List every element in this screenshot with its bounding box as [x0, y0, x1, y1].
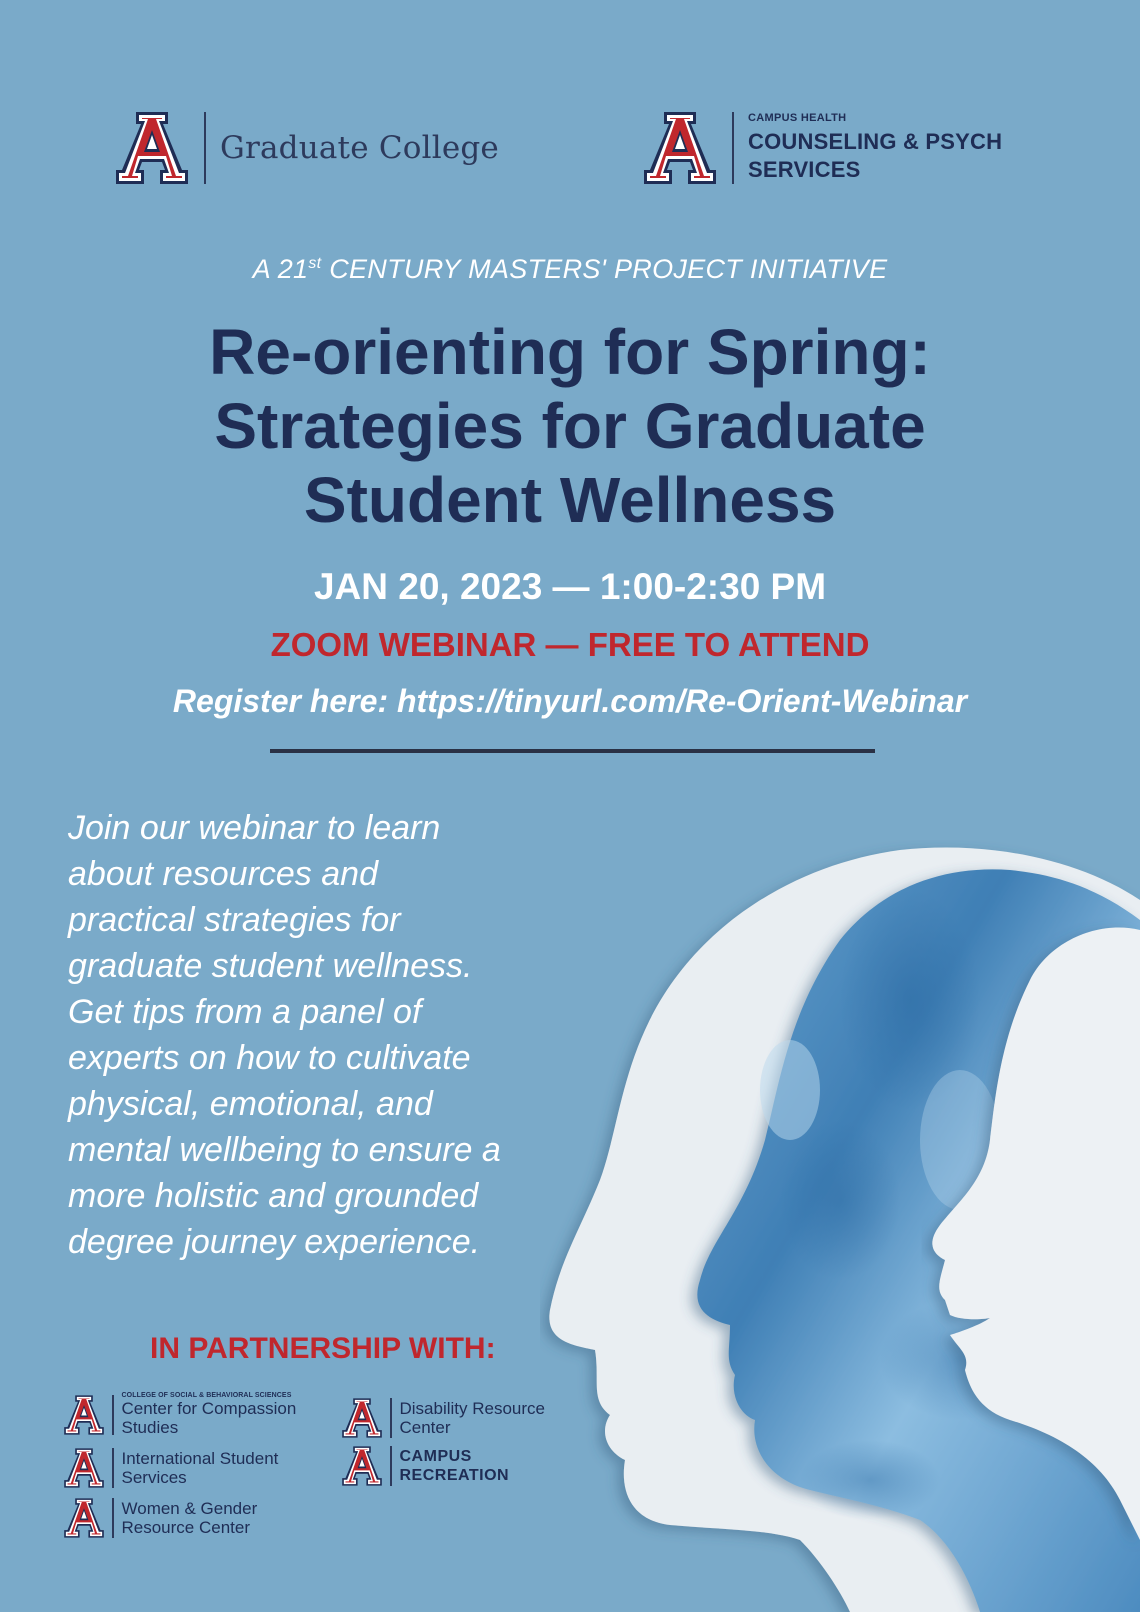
counseling-psych-services-logo [640, 112, 1002, 184]
description-line: experts on how to cultivate [68, 1039, 471, 1077]
description-line: practical strategies for [68, 901, 401, 939]
subtitle-prefix: A 21 [252, 254, 309, 284]
women-gender-resource-center-logo [62, 1498, 257, 1538]
women-text [122, 1499, 258, 1537]
title-line-3: Student Wellness [303, 464, 837, 536]
description-line: about resources and [68, 855, 378, 893]
university-a-icon [340, 1398, 384, 1438]
disability-resource-center-logo [340, 1398, 545, 1438]
disability-line-2: Center [399, 1418, 451, 1437]
logo-divider [112, 1498, 114, 1538]
compassion-text [122, 1392, 297, 1437]
subtitle-suffix: CENTURY MASTERS' PROJECT INITIATIVE [321, 254, 888, 284]
logo-divider [390, 1398, 392, 1438]
logo-divider [204, 112, 206, 184]
women-line-2: Resource Center [121, 1518, 251, 1537]
logo-divider [732, 112, 734, 184]
event-date: JAN 20, 2023 — 1:00-2:30 PM [313, 566, 827, 607]
rec-line-1: CAMPUS [399, 1448, 472, 1465]
rec-line-2: RECREATION [399, 1467, 510, 1484]
compassion-line-1: Center for Compassion [121, 1399, 297, 1418]
paper-cut-head-illustration [540, 840, 1140, 1612]
university-a-icon [62, 1448, 106, 1488]
description-line: Get tips from a panel of [68, 993, 422, 1031]
description-line: Join our webinar to learn [68, 809, 441, 847]
graduate-college-logo [112, 112, 499, 184]
subtitle-superscript: st [308, 255, 322, 272]
cps-line-1: COUNSELING & PSYCH [748, 129, 1003, 154]
description-line: physical, emotional, and [68, 1085, 433, 1123]
description-line: degree journey experience. [68, 1223, 481, 1261]
campus-health-label: CAMPUS HEALTH [748, 112, 847, 124]
disability-line-1: Disability Resource [399, 1399, 545, 1418]
divider-rule [270, 749, 875, 753]
intl-line-2: Services [121, 1468, 187, 1487]
university-a-icon [62, 1498, 106, 1538]
logo-divider [390, 1446, 392, 1486]
compassion-line-2: Studies [121, 1418, 179, 1437]
description-line: more holistic and grounded [68, 1177, 479, 1215]
logo-divider [112, 1448, 114, 1488]
register-link[interactable]: Register here: https://tinyurl.com/Re-Orient-Webinar [172, 683, 968, 719]
title-line-1: Re-orienting for Spring: [209, 316, 931, 388]
event-description [68, 805, 608, 1265]
event-title [0, 315, 1140, 537]
initiative-subtitle [0, 254, 1140, 285]
intl-text [122, 1449, 279, 1487]
intl-line-1: International Student [121, 1449, 279, 1468]
cps-text-block [748, 112, 1002, 184]
event-format: ZOOM WEBINAR — FREE TO ATTEND [270, 626, 870, 663]
university-a-icon [640, 112, 720, 184]
university-a-icon [62, 1395, 106, 1435]
cps-line-2: SERVICES [748, 157, 861, 182]
campus-recreation-logo [340, 1446, 509, 1486]
compassion-studies-logo [62, 1392, 296, 1437]
title-line-2: Strategies for Graduate [214, 390, 926, 462]
description-line: graduate student wellness. [68, 947, 473, 985]
international-student-services-logo [62, 1448, 278, 1488]
partnership-heading: IN PARTNERSHIP WITH: [150, 1332, 496, 1365]
logo-divider [112, 1395, 114, 1435]
women-line-1: Women & Gender [121, 1499, 258, 1518]
description-line: mental wellbeing to ensure a [68, 1131, 501, 1169]
rec-text [400, 1447, 510, 1485]
compassion-college-label: COLLEGE OF SOCIAL & BEHAVIORAL SCIENCES [121, 1392, 292, 1399]
graduate-college-text: Graduate College [220, 130, 499, 166]
disability-text [400, 1399, 546, 1437]
university-a-icon [112, 112, 192, 184]
university-a-icon [340, 1446, 384, 1486]
